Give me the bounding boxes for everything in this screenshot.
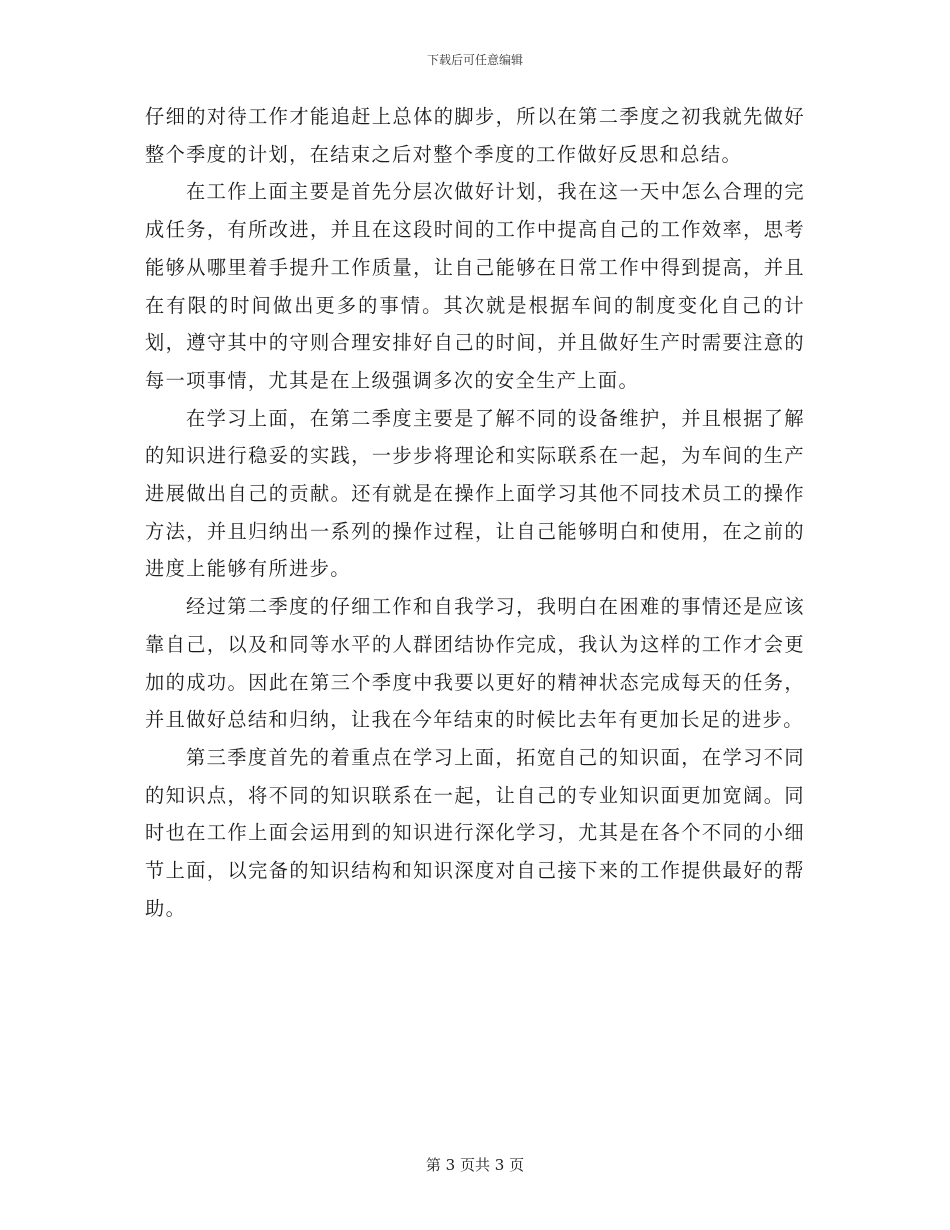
paragraph: 第三季度首先的着重点在学习上面，拓宽自己的知识面，在学习不同的知识点，将不同的知识联系在一起，让自己的专业知识面更加宽阔。同时也在工作上面会运用到的知识进行深化学习，尤其是在各个不同的小细节上面，以完备的知识结构和知识深度对自己接下来的工作提供最好的帮助。 <box>145 745 805 920</box>
paragraph: 仔细的对待工作才能追赶上总体的脚步，所以在第二季度之初我就先做好整个季度的计划，在结束之后对整个季度的工作做好反思和总结。 <box>145 105 805 166</box>
page-header: 下载后可任意编辑 <box>426 53 523 67</box>
page-footer: 第 3 页共 3 页 <box>425 1156 525 1174</box>
document-body <box>145 98 805 927</box>
paragraph: 在工作上面主要是首先分层次做好计划，我在这一天中怎么合理的完成任务，有所改进，并且在这段时间的工作中提高自己的工作效率，思考能够从哪里着手提升工作质量，让自己能够在日常工作中得到提高，并且在有限的时间做出更多的事情。其次就是根据车间的制度变化自己的计划，遵守其中的守则合理安排好自己的时间，并且做好生产时需要注意的每一项事情，尤其是在上级强调多次的安全生产上面。 <box>145 180 805 392</box>
paragraph: 在学习上面，在第二季度主要是了解不同的设备维护，并且根据了解的知识进行稳妥的实践，一步步将理论和实际联系在一起，为车间的生产进展做出自己的贡献。还有就是在操作上面学习其他不同技术员工的操作方法，并且归纳出一系列的操作过程，让自己能够明白和使用，在之前的进度上能够有所进步。 <box>145 406 805 581</box>
paragraph: 经过第二季度的仔细工作和自我学习，我明白在困难的事情还是应该靠自己，以及和同等水平的人群团结协作完成，我认为这样的工作才会更加的成功。因此在第三个季度中我要以更好的精神状态完成每天的任务，并且做好总结和归纳，让我在今年结束的时候比去年有更加长足的进步。 <box>145 595 805 732</box>
